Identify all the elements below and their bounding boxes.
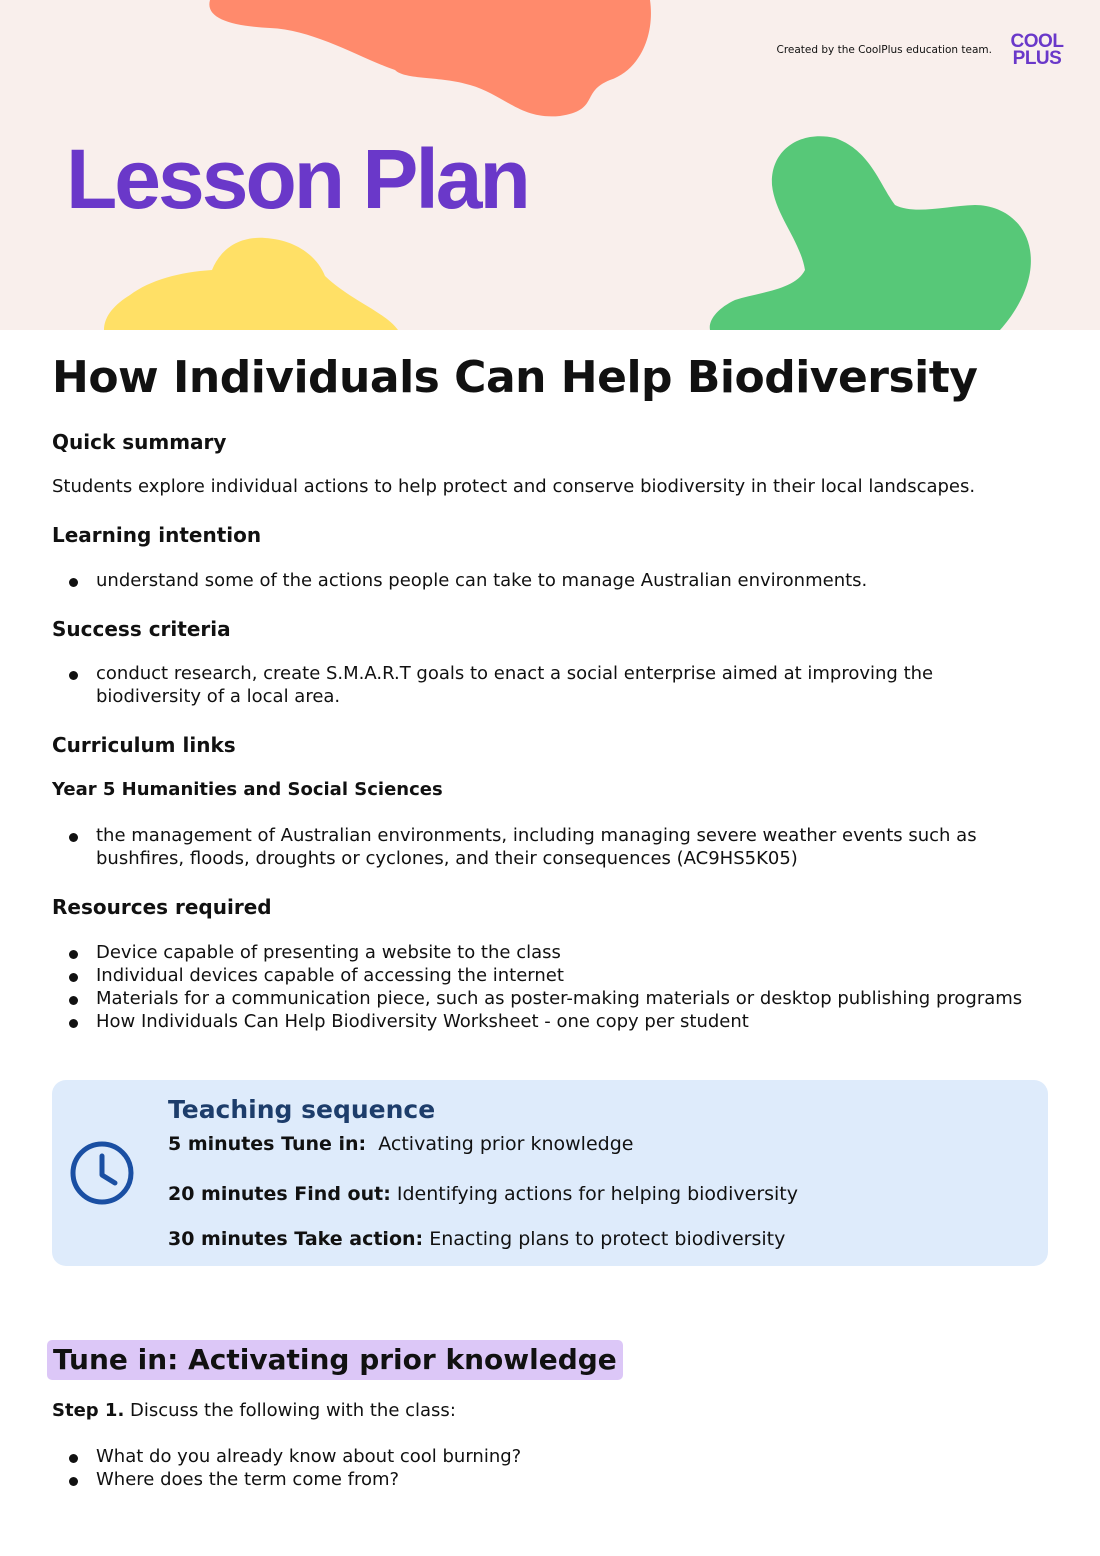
learning-intention-list <box>52 569 1032 592</box>
sequence-step-label: 20 minutes Find out: <box>168 1183 391 1205</box>
list-item: conduct research, create S.M.A.R.T goals to enact a social enterprise aimed at improving the biodiversity of a local area. <box>52 662 1032 708</box>
quick-summary-text: Students explore individual actions to help protect and conserve biodiversity in their local landscapes. <box>52 476 976 497</box>
learning-intention-heading: Learning intention <box>52 523 262 547</box>
tune-in-heading: Tune in: Activating prior knowledge <box>47 1340 623 1380</box>
sequence-step-text: Activating prior knowledge <box>378 1133 634 1155</box>
coolplus-logo <box>1003 33 1071 67</box>
step-text: Discuss the following with the class: <box>130 1400 456 1421</box>
logo-line-1: COOL <box>1010 31 1064 52</box>
list-item: Where does the term come from? <box>52 1468 1032 1491</box>
teaching-sequence-box <box>52 1080 1048 1266</box>
clock-icon <box>67 1138 137 1208</box>
success-criteria-heading: Success criteria <box>52 617 231 641</box>
sequence-step-label: 5 minutes Tune in: <box>168 1133 367 1155</box>
credit-text: Created by the CoolPlus education team. <box>776 44 992 56</box>
header-banner <box>0 0 1100 330</box>
resources-heading: Resources required <box>52 895 272 919</box>
green-blob <box>710 136 1031 330</box>
sequence-step-text: Enacting plans to protect biodiversity <box>429 1228 786 1250</box>
coral-blob <box>209 0 651 116</box>
list-item: the management of Australian environments, including managing severe weather events such as bushfires, floods, droughts or cyclones, and their consequences (AC9HS5K05) <box>52 824 1032 870</box>
tune-in-list <box>52 1445 1032 1491</box>
sequence-step-text: Identifying actions for helping biodiversity <box>396 1183 799 1205</box>
sequence-step-label: 30 minutes Take action: <box>168 1228 424 1250</box>
sequence-step <box>168 1181 798 1207</box>
list-item: Device capable of presenting a website to the class <box>52 941 1032 964</box>
yellow-blob <box>104 238 398 330</box>
sequence-step <box>168 1131 633 1157</box>
list-item: understand some of the actions people can take to manage Australian environments. <box>52 569 1032 592</box>
logo-line-2: PLUS <box>1012 48 1062 69</box>
main-content <box>52 330 1052 1032</box>
document-title: How Individuals Can Help Biodiversity <box>52 352 978 403</box>
lesson-plan-title: Lesson Plan <box>66 132 528 226</box>
sequence-step <box>168 1226 785 1252</box>
success-criteria-list <box>52 662 1032 708</box>
curriculum-subheading: Year 5 Humanities and Social Sciences <box>52 779 443 800</box>
list-item: How Individuals Can Help Biodiversity Worksheet - one copy per student <box>52 1010 1032 1033</box>
curriculum-links-heading: Curriculum links <box>52 733 236 757</box>
step-1 <box>52 1399 456 1423</box>
resources-list <box>52 941 1032 1033</box>
step-label: Step 1. <box>52 1400 125 1421</box>
list-item: Materials for a communication piece, such as poster-making materials or desktop publishing programs <box>52 987 1032 1010</box>
list-item: What do you already know about cool burning? <box>52 1445 1032 1468</box>
quick-summary-heading: Quick summary <box>52 430 227 454</box>
teaching-sequence-title: Teaching sequence <box>168 1095 436 1124</box>
list-item: Individual devices capable of accessing the internet <box>52 964 1032 987</box>
curriculum-links-list <box>52 824 1032 870</box>
